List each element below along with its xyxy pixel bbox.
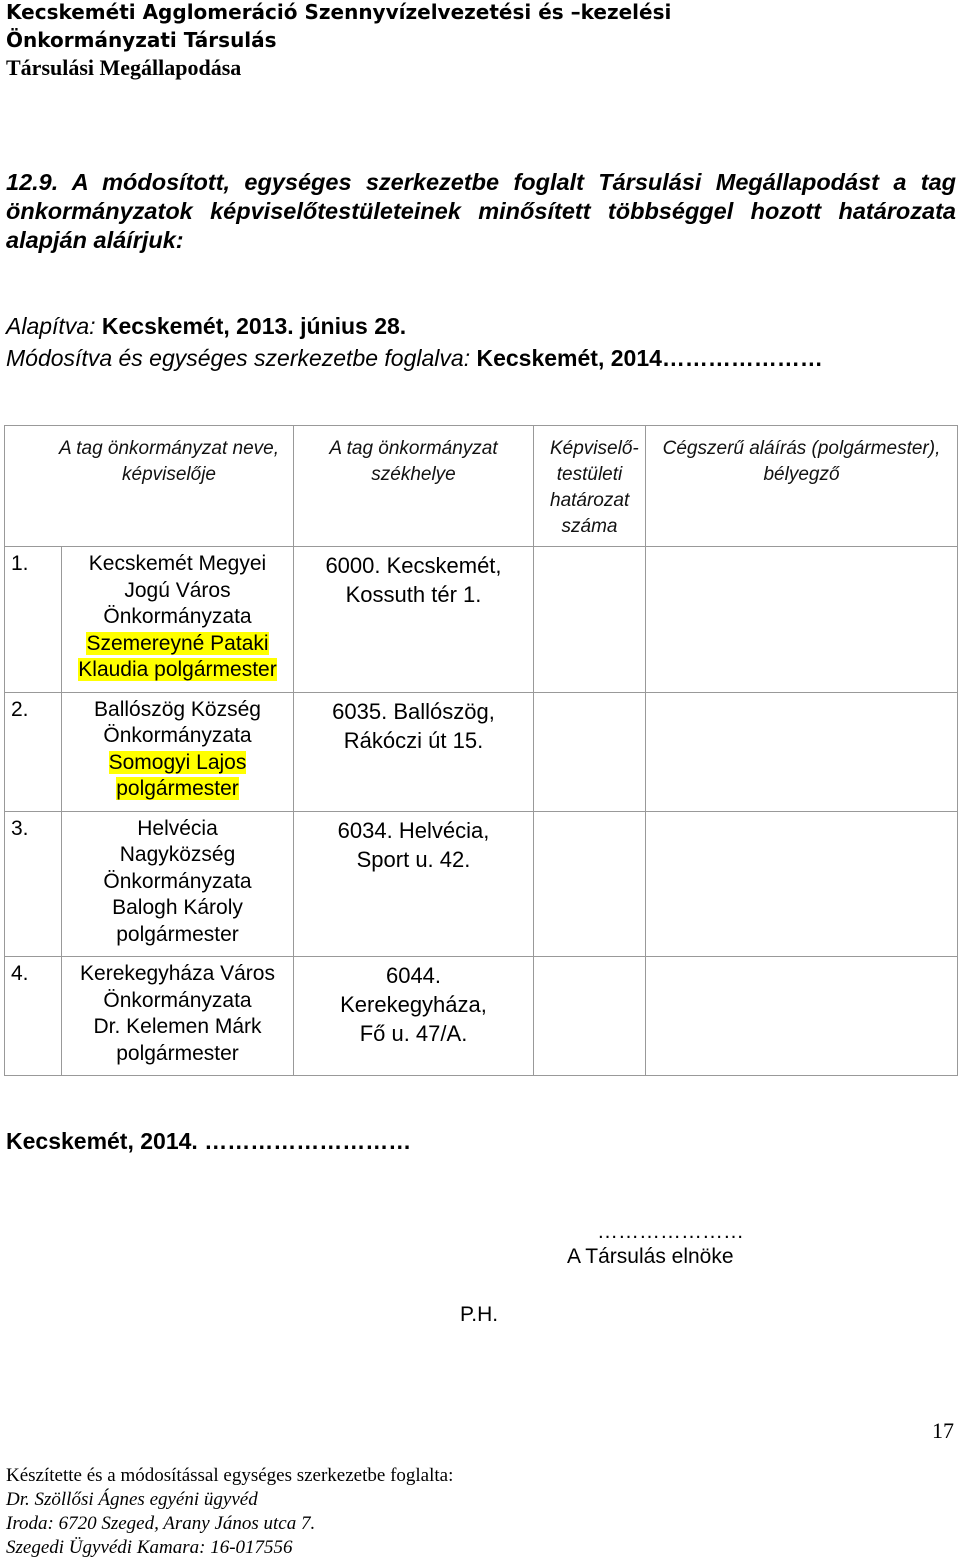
member-org: Kecskemét Megyei Jogú Város Önkormányzata bbox=[88, 552, 267, 628]
founded-line bbox=[6, 313, 406, 340]
header-line-3: Társulási Megállapodása bbox=[6, 55, 242, 80]
date-line: Kecskemét, 2014. ……………………… bbox=[6, 1128, 412, 1154]
founded-label: Alapítva: bbox=[6, 313, 96, 339]
signature-title: A Társulás elnöke bbox=[567, 1245, 734, 1268]
member-name-cell bbox=[62, 957, 294, 1076]
member-address bbox=[294, 547, 534, 693]
member-address bbox=[294, 692, 534, 811]
signature-cell bbox=[646, 811, 958, 957]
resolution-cell bbox=[534, 811, 646, 957]
member-org: Kerekegyháza Város Önkormányzata bbox=[80, 962, 275, 1012]
member-representative: Dr. Kelemen Márk polgármester bbox=[93, 1015, 262, 1065]
member-address bbox=[294, 957, 534, 1076]
row-number: 1. bbox=[5, 547, 62, 693]
table-row bbox=[5, 957, 958, 1076]
member-name-cell bbox=[62, 692, 294, 811]
founded-value: Kecskemét, 2013. június 28. bbox=[101, 313, 407, 339]
member-address bbox=[294, 811, 534, 957]
modified-line bbox=[6, 345, 823, 372]
footer-line-3: Iroda: 6720 Szeged, Arany János utca 7. bbox=[6, 1513, 316, 1534]
resolution-cell bbox=[534, 957, 646, 1076]
member-name-cell bbox=[62, 547, 294, 693]
member-representative: Somogyi Lajos polgármester bbox=[108, 750, 247, 800]
col-header-resolution: Képviselő-testületi határozat száma bbox=[534, 426, 646, 547]
footer-line-1: Készítette és a módosítással egységes szerkezetbe foglalta: bbox=[6, 1465, 454, 1486]
footer-line-4: Szegedi Ügyvédi Kamara: 16-017556 bbox=[6, 1537, 293, 1558]
section-paragraph: 12.9. A módosított, egységes szerkezetbe foglalt Társulási Megállapodást a tag önkormányzatok képviselőtestületeinek minősített többséggel hozott határozata alapján aláírjuk: bbox=[6, 169, 956, 253]
col-header-seat: A tag önkormányzat székhelye bbox=[294, 426, 534, 547]
member-representative: Balogh Károly polgármester bbox=[112, 896, 243, 946]
col-header-name: A tag önkormányzat neve, képviselője bbox=[5, 426, 294, 547]
member-org: Ballószög Község Önkormányzata bbox=[94, 697, 261, 747]
member-address-text: 6044. Kerekegyháza, Fő u. 47/A. bbox=[340, 963, 487, 1046]
modified-label: Módosítva és egységes szerkezetbe foglalva: bbox=[6, 345, 471, 371]
signature-dots: ………………… bbox=[597, 1220, 744, 1243]
table-row bbox=[5, 692, 958, 811]
member-org: Helvécia Nagyközség Önkormányzata bbox=[103, 816, 252, 893]
resolution-cell bbox=[534, 547, 646, 693]
member-address-text: 6034. Helvécia, Sport u. 42. bbox=[337, 817, 490, 872]
resolution-cell bbox=[534, 692, 646, 811]
signature-cell bbox=[646, 547, 958, 693]
stamp-place: P.H. bbox=[460, 1303, 499, 1326]
row-number: 2. bbox=[5, 692, 62, 811]
member-representative: Szemereyné Pataki Klaudia polgármester bbox=[78, 631, 277, 681]
signature-cell bbox=[646, 957, 958, 1076]
page-number: 17 bbox=[932, 1418, 954, 1443]
members-table bbox=[4, 425, 958, 1076]
header-line-2: Önkormányzati Társulás bbox=[6, 28, 277, 52]
row-number: 4. bbox=[5, 957, 62, 1076]
table-header-row bbox=[5, 426, 958, 547]
member-address-text: 6000. Kecskemét, Kossuth tér 1. bbox=[325, 553, 502, 607]
row-number: 3. bbox=[5, 811, 62, 957]
footer-line-2: Dr. Szöllősi Ágnes egyéni ügyvéd bbox=[6, 1489, 258, 1510]
member-address-text: 6035. Ballószög, Rákóczi út 15. bbox=[332, 698, 495, 753]
member-name-cell bbox=[62, 811, 294, 957]
signature-cell bbox=[646, 692, 958, 811]
table-row bbox=[5, 811, 958, 957]
header-line-1: Kecskeméti Agglomeráció Szennyvízelvezetési és –kezelési bbox=[6, 0, 672, 24]
modified-value: Kecskemét, 2014………………… bbox=[476, 345, 823, 371]
col-header-signature: Cégszerű aláírás (polgármester), bélyegző bbox=[646, 426, 958, 547]
table-row bbox=[5, 547, 958, 693]
